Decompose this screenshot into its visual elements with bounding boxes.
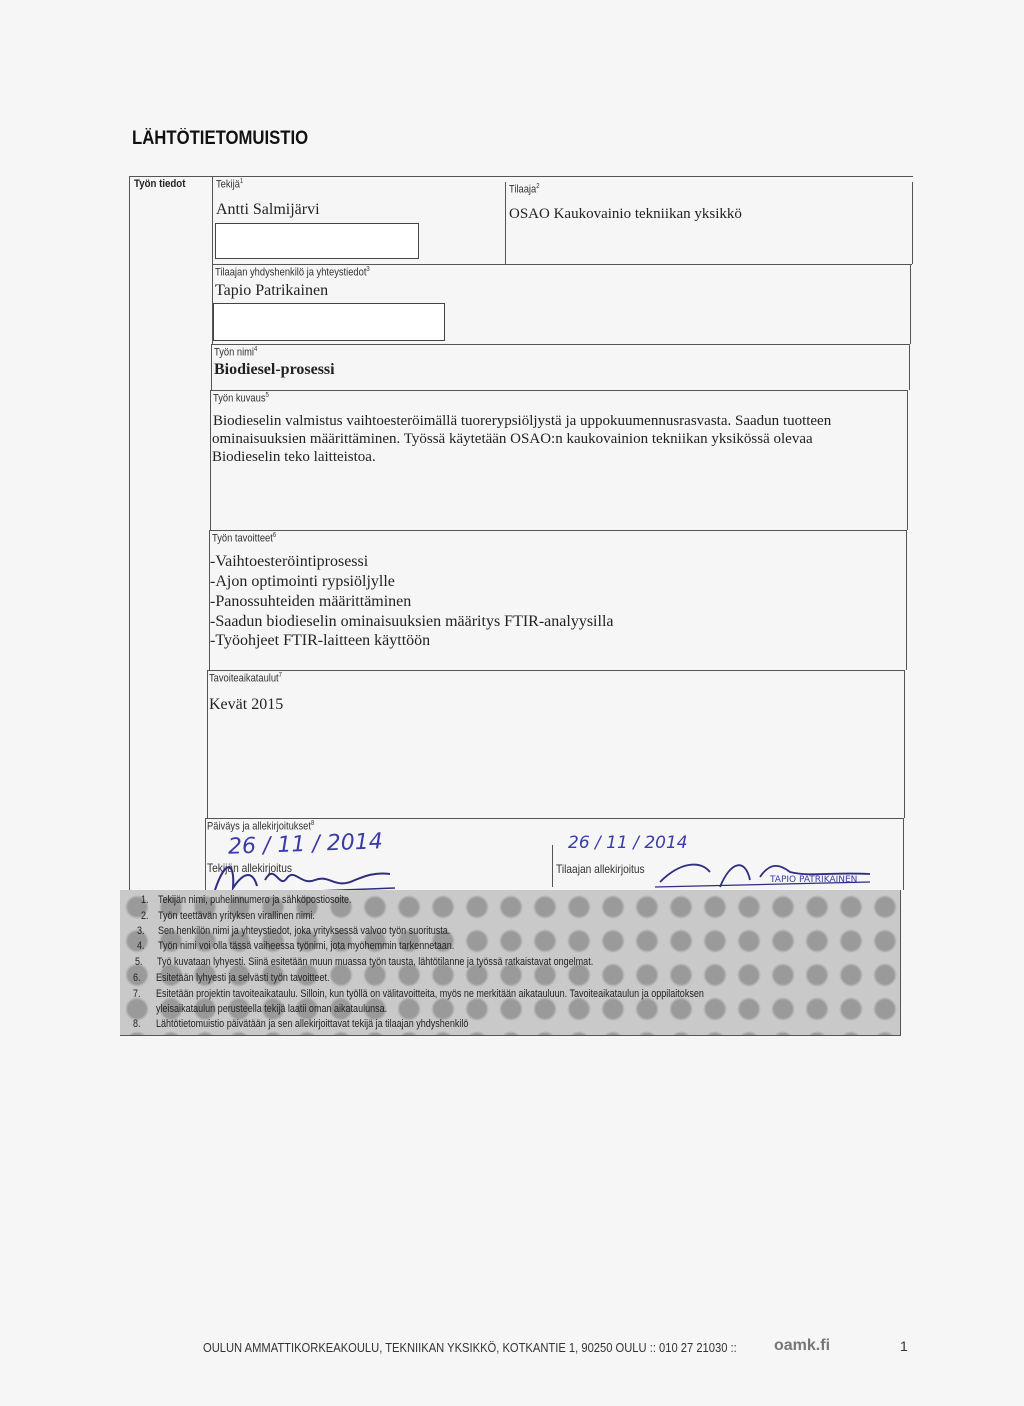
goal-item: -Ajon optimointi rypsiöljylle — [210, 573, 395, 590]
footnote-text: Lähtötietomuistio päivätään ja sen allekirjoittavat tekijä ja tilaajan yhdyshenkilö — [156, 1018, 469, 1030]
footnote-number: 1. — [141, 894, 149, 906]
goal-item: -Vaihtoesteröintiprosessi — [210, 553, 369, 570]
footnote-text: Tekijän nimi, puhelinnumero ja sähköpostiosoite. — [158, 894, 352, 906]
author-signature-date: 26 / 11 / 2014 — [227, 829, 384, 860]
description-line: Biodieselin valmistus vaihtoesteröimällä tuorerypsiöljystä ja uppokuumennusrasvasta. Saadun tuotteen — [213, 413, 832, 429]
tilaaja-signature-date: 26 / 11 / 2014 — [568, 833, 688, 853]
footnote-text: Työn teettävän yrityksen virallinen nimi. — [158, 910, 315, 922]
redacted-contact-box — [213, 303, 445, 341]
footer-brand: oamk.fi — [774, 1337, 831, 1354]
author-signature-label: Tekijän allekirjoitus — [207, 861, 293, 875]
schedule-value: Kevät 2015 — [209, 696, 284, 713]
document-title: LÄHTÖTIETOMUISTIO — [132, 128, 309, 149]
footnote-text: Työ kuvataan lyhyesti. Siinä esitetään muun muassa työn tausta, lähtötilanne ja työssä ratkaistavat ongelmat. — [157, 956, 594, 968]
section-label: Työn tiedot — [134, 178, 186, 190]
footnote-number: 4. — [137, 940, 145, 952]
goal-item: -Panossuhteiden määrittäminen — [210, 593, 412, 610]
contact-person-label: Tilaajan yhdyshenkilö ja yhteystiedot$^3$ — [215, 266, 370, 279]
description-line: ominaisuuksien määrittäminen. Työssä käytetään OSAO:n kaukovainion tekniikan yksikössä olevaa — [212, 431, 813, 447]
footnote-text: Esitetään lyhyesti ja selvästi työn tavoitteet. — [156, 972, 330, 984]
author-name: Antti Salmijärvi — [216, 201, 320, 218]
goals-label: Työn tavoitteet$^6$ — [212, 532, 277, 545]
footnote-text: Työn nimi voi olla tässä vaiheessa työnimi, jota myöhemmin tarkennetaan. — [158, 940, 455, 952]
footnote-number: 5. — [135, 956, 143, 968]
work-name-label: Työn nimi$^4$ — [214, 346, 258, 359]
footnote-number: 2. — [141, 910, 149, 922]
client-name-handwritten: TAPIO PATRIKAINEN — [770, 875, 858, 885]
footnote-text: yleisaikataulun perusteella tekijä laatii oman aikataulunsa. — [156, 1003, 388, 1015]
client-name: OSAO Kaukovainio tekniikan yksikkö — [509, 206, 742, 222]
client-signature-label: Tilaajan allekirjoitus — [556, 862, 645, 876]
description-label: Työn kuvaus$^5$ — [213, 392, 269, 405]
goal-item: -Saadun biodieselin ominaisuuksien määritys FTIR-analyysilla — [210, 613, 614, 630]
footnote-number: 6. — [133, 972, 141, 984]
redacted-contact-box — [215, 223, 419, 259]
footnote-text: Esitetään projektin tavoiteaikataulu. Silloin, kun työllä on välitavoitteita, myös ne merkitään aikatauluun. Tavoiteaikataulun ja oppilaitoksen — [156, 988, 704, 1000]
signatures-label: Päiväys ja allekirjoitukset$^8$ — [207, 820, 315, 833]
client-label: Tilaaja$^2$ — [509, 183, 540, 196]
footnote-number: 3. — [137, 925, 145, 937]
description-line: Biodieselin teko laitteistoa. — [212, 449, 376, 465]
author-label: Tekijä$^1$ — [216, 178, 244, 191]
goal-item: -Työohjeet FTIR-laitteen käyttöön — [210, 632, 431, 649]
contact-person-name: Tapio Patrikainen — [215, 282, 329, 299]
footnote-text: Sen henkilön nimi ja yhteystiedot, joka yrityksessä valvoo työn suoritusta. — [158, 925, 451, 937]
footnote-number: 7. — [133, 988, 141, 1000]
page-number: 1 — [900, 1338, 908, 1354]
schedule-label: Tavoiteaikataulut$^7$ — [209, 672, 282, 685]
work-name: Biodiesel-prosessi — [214, 361, 335, 378]
footer-address: OULUN AMMATTIKORKEAKOULU, TEKNIIKAN YKSIKKÖ, KOTKANTIE 1, 90250 OULU :: 010 27 21030 :: — [203, 1340, 737, 1355]
footnote-number: 8. — [133, 1018, 141, 1030]
